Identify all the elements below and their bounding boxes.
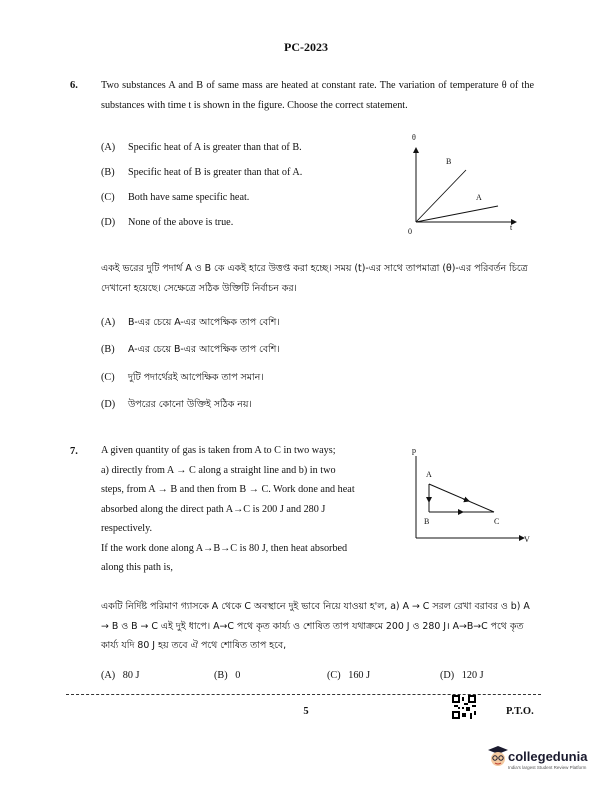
option-label: (C) (101, 372, 115, 383)
option-text: Both have same specific heat. (128, 192, 250, 203)
option-label: (B) (101, 167, 115, 178)
option-text: 80 J (122, 670, 140, 681)
q6-theta-time-graph (404, 128, 529, 240)
q6-bn-option-a (101, 315, 280, 330)
brand-tagline: India's largest Student Review Platform (508, 765, 587, 770)
v-axis-label: V (524, 535, 530, 544)
option-text: দুটি পদার্থেরই আপেক্ষিক তাপ সমান। (128, 372, 264, 383)
arrow-a-to-c (463, 499, 469, 501)
option-label: (C) (101, 192, 115, 203)
q7-option-b (214, 670, 240, 681)
point-c-label: C (494, 517, 500, 526)
question-6-number: 6. (70, 80, 78, 91)
q7-option-d (440, 670, 484, 681)
q7-line: If the work done along A→B→C is 80 J, then heat absorbed (101, 542, 348, 554)
q7-pv-diagram (406, 444, 536, 544)
point-b-label: B (424, 517, 430, 526)
line-b (416, 170, 466, 222)
option-label: (B) (214, 670, 228, 681)
option-label: (D) (101, 217, 116, 228)
q6-bn-option-b (101, 342, 280, 357)
question-6-bengali-text: একই ভরের দুটি পদার্থ A ও B কে একই হারে উত্তপ্ত করা হচ্ছে। সময় (t)-এর সাথে তাপমাত্রা (θ)-এর পরিবর্তন চিত্রে দেখানো হয়েছে। সেক্ষেত্রে সঠিক উক্তিটি নির্বাচন কর। (101, 263, 528, 294)
q7-option-a (101, 670, 140, 681)
collegedunia-brand (508, 748, 587, 770)
q7-line: respectively. (101, 523, 153, 534)
option-label: (B) (101, 344, 115, 355)
option-text: A-এর চেয়ে B-এর আপেক্ষিক তাপ বেশি। (128, 344, 280, 355)
q7-line: A given quantity of gas is taken from A to C in two ways; (101, 445, 336, 456)
q6-option-b (101, 167, 302, 178)
q7-line: along this path is, (101, 562, 173, 573)
q7-line: steps, from A → B and then from B → C. Work done and heat (101, 484, 355, 495)
option-text: Specific heat of B is greater than that of A. (128, 167, 303, 178)
option-label: (C) (327, 670, 341, 681)
p-axis-label: p (412, 446, 416, 455)
option-text: 160 J (348, 670, 371, 681)
collegedunia-logo-icon (488, 746, 508, 768)
x-axis-label: t (510, 223, 513, 232)
q6-bn-option-c (101, 370, 264, 385)
line-b-label: B (446, 157, 452, 166)
option-label: (A) (101, 317, 116, 328)
option-label: (A) (101, 670, 116, 681)
qr-code-icon (452, 695, 476, 719)
page-number: 5 (303, 706, 309, 717)
point-a-label: A (426, 470, 432, 479)
q7-option-c (327, 670, 370, 681)
question-7-bengali-text: একটি নির্দিষ্ট পরিমাণ গ্যাসকে A থেকে C অবস্থানে দুই ভাবে নিয়ে যাওয়া হ'ল, a) A → C সরল রেখা বরাবর ও b) A → B ও B → C এই দুই ধাপে। A→C পথে কৃত কার্য্য ও শোষিত তাপ যথাক্রমে 200 J ও 280 J। A→B→C পথে কৃত কার্য্য যদি 80 J হয় তবে ঐ পথে শোষিত তাপ হবে, (101, 601, 530, 651)
q7-line: a) directly from A → C along a straight line and b) in two (101, 464, 336, 476)
q6-bn-option-d (101, 397, 252, 412)
question-7-text (101, 441, 399, 578)
option-text: 0 (235, 670, 241, 681)
line-a (416, 206, 498, 222)
q7-line: absorbed along the direct path A→C is 200 J and 280 J (101, 503, 326, 515)
option-text: B-এর চেয়ে A-এর আপেক্ষিক তাপ বেশি। (128, 317, 280, 328)
option-text: Specific heat of A is greater than that of B. (128, 142, 302, 153)
q6-option-d (101, 217, 233, 228)
line-a-label: A (476, 193, 482, 202)
origin-label: 0 (408, 227, 412, 236)
option-label: (D) (101, 399, 116, 410)
option-text: উপরের কোনো উক্তিই সঠিক নয়। (128, 399, 252, 410)
page-header: PC-2023 (284, 40, 328, 54)
pto-label: P.T.O. (506, 706, 534, 717)
option-label: (D) (440, 670, 455, 681)
question-7-number: 7. (70, 446, 78, 457)
q6-option-c (101, 192, 249, 203)
option-label: (A) (101, 142, 116, 153)
path-a-to-c (429, 484, 494, 512)
y-axis-label: θ (412, 133, 416, 142)
option-text: None of the above is true. (128, 217, 234, 228)
q6-option-a (101, 142, 302, 153)
brand-name: collegedunia (508, 749, 588, 764)
question-6-text: Two substances A and B of same mass are heated at constant rate. The variation of temperature θ of the substances with time t is shown in the figure. Choose the correct statement. (101, 80, 534, 111)
option-text: 120 J (461, 670, 484, 681)
